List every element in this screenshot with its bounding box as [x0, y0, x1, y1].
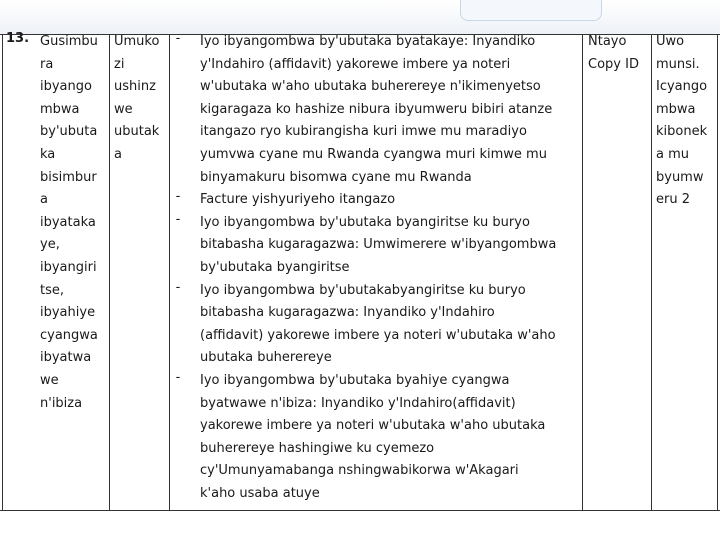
service-name-cell	[40, 31, 98, 415]
text-line: ibyataka	[40, 214, 96, 230]
bullet-dash: -	[175, 189, 181, 204]
cost-cell	[588, 31, 639, 76]
text-line: ye,	[40, 237, 60, 253]
text-line: mbwa	[656, 101, 696, 117]
text-line: by'ubuta	[40, 124, 98, 140]
requirement-line: (affidavit) yakorewe imbere ya noteri w'ubutaka w'aho	[200, 327, 556, 343]
text-line: Ntayo	[588, 34, 627, 49]
text-line: ibyangiri	[40, 259, 97, 275]
text-line: zi	[114, 56, 125, 72]
requirement-line: Iyo ibyangombwa by'ubutaka byatakaye: Inyandiko	[200, 34, 536, 49]
bullet-dash: -	[175, 280, 181, 295]
table-border-left	[2, 34, 3, 511]
requirement-line: ubutaka buherereye	[200, 350, 332, 366]
header-band	[0, 0, 720, 34]
header-tab-decoration	[460, 0, 602, 21]
text-line: kibonek	[656, 124, 708, 140]
text-line: bisimbur	[40, 169, 97, 185]
text-line: a mu	[656, 146, 690, 162]
text-line: ibyango	[40, 79, 92, 95]
requirement-line: y'Indahiro (affidavit) yakorewe imbere ya noteri	[200, 56, 511, 72]
requirement-line: byatwawe n'ibiza: Inyandiko y'Indahiro(affidavit)	[200, 395, 516, 411]
text-line: we	[40, 372, 59, 388]
duration-cell	[656, 31, 707, 212]
text-line: ra	[40, 56, 54, 72]
text-line: a	[40, 192, 48, 208]
text-line: cyangwa	[40, 327, 98, 343]
requirement-line: bitabasha kugaragazwa: Umwimerere w'ibyangombwa	[200, 237, 557, 253]
requirements-cell	[200, 31, 556, 505]
text-line: Uwo	[656, 34, 685, 49]
text-line: n'ibiza	[40, 395, 83, 411]
text-line: ubutak	[114, 124, 160, 140]
text-line: byumw	[656, 169, 704, 185]
column-divider	[109, 34, 110, 511]
requirement-line: bitabasha kugaragazwa: Inyandiko y'Indahiro	[200, 305, 495, 321]
text-line: ibyahiye	[40, 305, 96, 321]
bullet-dash: -	[175, 370, 181, 385]
text-line: tse,	[40, 282, 65, 298]
text-line: eru 2	[656, 192, 690, 208]
requirement-line: Facture yishyuriyeho itangazo	[200, 192, 396, 208]
text-line: ka	[40, 146, 56, 162]
text-line: Umuko	[114, 34, 160, 49]
bullet-dash: -	[175, 31, 181, 46]
requirement-line: w'ubutaka w'aho ubutaka buherereye n'ikimenyetso	[200, 79, 541, 95]
text-line: Gusimbu	[40, 34, 98, 49]
requirement-line: yumvwa cyane mu Rwanda cyangwa muri kimwe mu	[200, 146, 547, 162]
table-border-right	[717, 34, 718, 511]
text-line: Icyango	[656, 79, 708, 95]
text-line: Copy ID	[588, 56, 639, 72]
text-line: munsi.	[656, 56, 700, 72]
text-line: ushinz	[114, 79, 156, 95]
requirement-line: Iyo ibyangombwa by'ubutaka byangiritse ku buryo	[200, 214, 530, 230]
requirement-line: kigaragaza ko hashize nibura ibyumweru bibiri atanze	[200, 101, 553, 117]
text-line: a	[114, 146, 122, 162]
text-line: mbwa	[40, 101, 80, 117]
requirement-line: buherereye hashingiwe ku cyemezo	[200, 440, 435, 456]
requirement-line: by'ubutaka byangiritse	[200, 259, 350, 275]
text-line: ibyatwa	[40, 350, 92, 366]
requirement-line: k'aho usaba atuye	[200, 485, 320, 501]
column-divider	[651, 34, 652, 511]
requirement-line: binyamakuru bisomwa cyane mu Rwanda	[200, 169, 472, 185]
requirement-line: cy'Umunyamabanga nshingwabikorwa w'Akagari	[200, 463, 519, 479]
text-line: we	[114, 101, 133, 117]
row-number: 13.	[6, 31, 30, 46]
table-border-bottom	[0, 510, 720, 511]
column-divider	[582, 34, 583, 511]
requirement-line: yakorewe imbere ya noteri w'ubutaka w'aho ubutaka	[200, 418, 546, 434]
bullet-dash: -	[175, 212, 181, 227]
requirement-line: Iyo ibyangombwa by'ubutaka byahiye cyangwa	[200, 372, 510, 388]
column-divider	[169, 34, 170, 511]
responsible-cell	[114, 31, 159, 167]
requirement-line: itangazo ryo kubirangisha kuri imwe mu maradiyo	[200, 124, 527, 140]
requirement-line: Iyo ibyangombwa by'ubutakabyangiritse ku buryo	[200, 282, 526, 298]
